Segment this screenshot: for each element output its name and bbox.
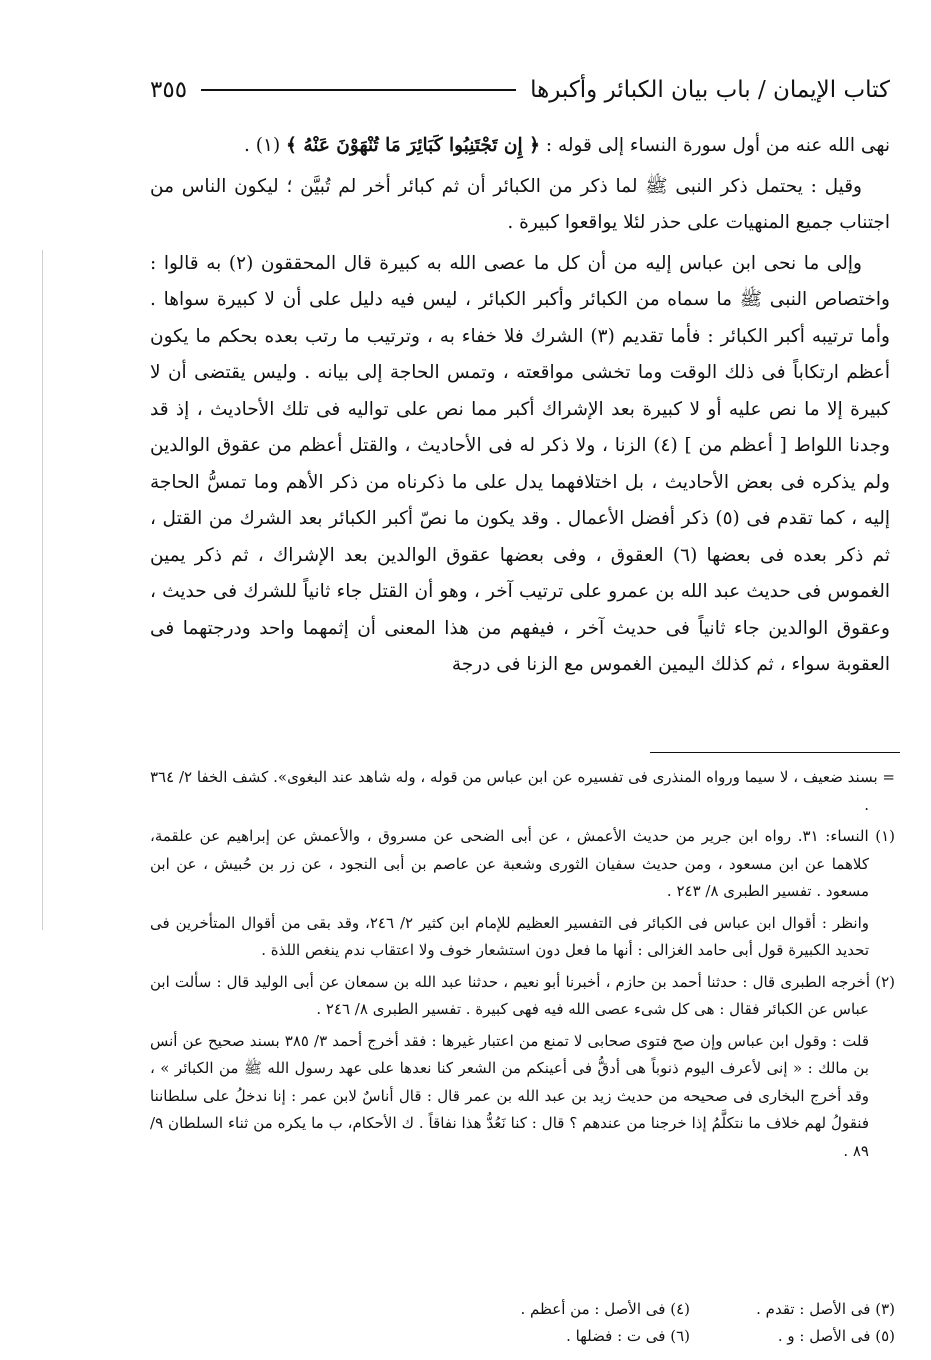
footnote-2: (٢) أخرجه الطبرى قال : حدثنا أحمد بن حازم ، أخبرنا أبو نعيم ، حدثنا عبد الله بن سمعان عن أبى الوليد قال : سألت ابن عباس عن الكبائر فقال : هى كل شىء عصى الله فيه فهى كبيرة . تفسير الطبرى ٨/ ٢٤٦ . — [150, 972, 895, 1018]
footnote-6: (٦) فى ت : فضلها . — [566, 1327, 690, 1345]
header-rule — [201, 89, 516, 91]
footnote-1-note: وانظر : أقوال ابن عباس فى الكبائر فى التفسير العظيم للإمام ابن كثير ٢/ ٢٤٦، وقد بقى من أقوال المتأخرين فى تحديد الكبيرة قول أبى حامد الغزالى : أنها ما فعل دون استشعار خوف ولا اعتقاب ندم ينغص اللذة . — [150, 913, 869, 959]
quran-verse: ﴿ إِن تَجْتَنِبُوا كَبَائِرَ مَا تُنْهَوْنَ عَنْهُ ﴾ — [286, 135, 540, 156]
footnote-4: (٤) فى الأصل : من أعظم . — [520, 1300, 690, 1318]
page-number: ٣٥٥ — [150, 77, 188, 103]
short-notes-row-1 — [150, 1296, 895, 1323]
header-title: كتاب الإيمان / باب بيان الكبائر وأكبرها — [530, 77, 890, 103]
footnote-5: (٥) فى الأصل : و . — [777, 1327, 895, 1345]
paragraph-1-tail: (١) . — [244, 135, 287, 156]
short-footnotes — [150, 1296, 895, 1350]
footnote-continuation: = بسند ضعيف ، لا سيما ورواه المنذرى فى تفسيره عن ابن عباس من قوله ، وله شاهد عند البغوى». كشف الخفا ٢/ ٣٦٤ . — [150, 768, 895, 814]
paragraph-1-lead: نهى الله عنه من أول سورة النساء إلى قوله : — [539, 135, 890, 156]
footnote-2-note: قلت : وقول ابن عباس وإن صح فتوى صحابى لا تمنع من اعتبار غيرها : فقد أخرج أحمد ٣/ ٣٨٥ بسند صحيح عن أنس بن مالك : « إنى لأعرف اليوم ذنوباً هى أدقُّ فى أعينكم من الشعر كنا نعدها على عهد رسول الله ﷺ من الكبائر » ، وقد أخرج البخارى فى صحيحه من حديث زيد بن عبد الله بن عمر قال : قال أناسٌ لابن عمر : إنا ندخلُ على سلطاننا فنقولُ لهم خلاف ما نتكلَّمُ إذا خرجنا من عندهم ؟ قال : كنا نَعُدُّ هذا نفاقاً . ك الأحكام، ب ما يكره من ثناء السلطان ٩/ ٨٩ . — [150, 1031, 869, 1160]
footnotes — [150, 764, 895, 1165]
footnote-separator — [650, 752, 900, 753]
footnote-1: (١) النساء: ٣١. رواه ابن جرير من حديث الأعمش ، عن أبى الضحى عن مسروق ، والأعمش عن إبراهيم عن علقمة، كلاهما عن ابن مسعود ، ومن حديث سفيان الثورى وشعبة عن عاصم بن أبى النجود ، عن زر بن حُبيش ، عن ابن مسعود . تفسير الطبرى ٨/ ٢٤٣ . — [150, 827, 895, 900]
paragraph-3: وإلى ما نحى ابن عباس إليه من أن كل ما عصى الله به كبيرة قال المحققون (٢) به قالوا : واختصاص النبى ﷺ ما سماه من الكبائر وأكبر الكبائر ، ليس فيه دليل على أن لا كبيرة سواها . وأما ترتيبه أكبر الكبائر : فأما تقديم (٣) الشرك فلا خفاء به ، وترتيب ما رتب بعده بحكم ما يكون أعظم ارتكاباً فى ذلك الوقت وما تخشى مواقعته ، وتمس الحاجة إلى بيانه . وليس يقتضى أن لا كبيرة إلا ما نص عليه أو لا كبيرة بعد الإشراك أكبر مما نص على تواليه فى تلك الأحاديث ، إذ قد وجدنا اللواط [ أعظم من ] (٤) الزنا ، ولا ذكر له فى الأحاديث ، والقتل أعظم من عقوق الوالدين ولم يذكره فى بعض الأحاديث ، بل اختلافهما يدل على ما ذكرناه من ذكر الأهم وما تمسُّ الحاجة إليه ، كما تقدم فى (٥) ذكر أفضل الأعمال . وقد يكون ما نصّ أكبر الكبائر بعد الشرك من القتل ، ثم ذكر بعده فى بعضها (٦) العقوق ، وفى بعضها عقوق الوالدين بعد الإشراك ، ثم ذكر يمين الغموس فى حديث عبد الله بن عمرو على ترتيب آخر ، وهو أن القتل جاء ثانياً للشرك فى حديث ، وعقوق الوالدين جاء ثانياً فى حديث آخر ، فيفهم من هذا المعنى أن إثمهما واحد ودرجتهما فى العقوبة سواء ، ثم كذلك اليمين الغموس مع الزنا فى درجة — [150, 252, 890, 675]
paragraph-2: وقيل : يحتمل ذكر النبى ﷺ لما ذكر من الكبائر أن ثم كبائر أخر لم تُبيَّن ؛ ليكون الناس من اجتناب جميع المنهيات على حذر لئلا يواقعوا كبيرة . — [150, 175, 890, 233]
main-text — [150, 128, 890, 684]
paragraph-1 — [150, 128, 890, 165]
running-header — [150, 72, 890, 108]
footnote-3: (٣) فى الأصل : تقدم . — [756, 1300, 895, 1318]
scan-margin-line — [42, 250, 43, 930]
short-notes-row-2 — [150, 1323, 895, 1350]
